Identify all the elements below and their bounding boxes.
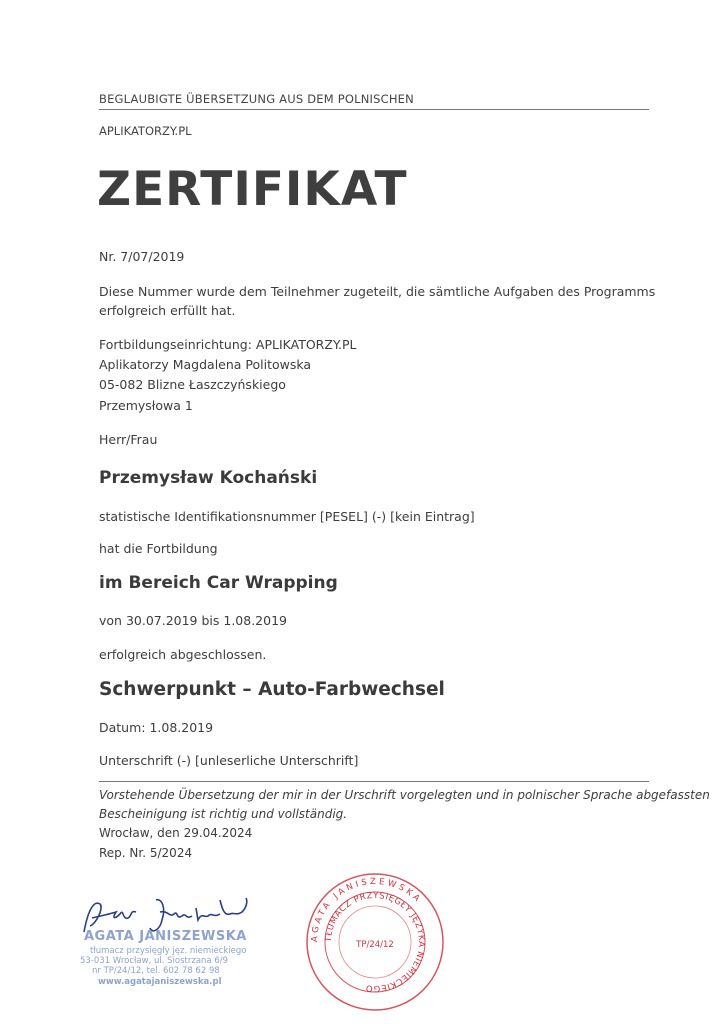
translation-place-date: Wrocław, den 29.04.2024: [99, 826, 253, 840]
repertory-number: Rep. Nr. 5/2024: [99, 846, 193, 860]
stamp-line-1: tłumacz przysięgły jęz. niemieckiego: [90, 946, 247, 956]
course-period: von 30.07.2019 bis 1.08.2019: [99, 613, 287, 628]
certificate-date: Datum: 1.08.2019: [99, 720, 214, 735]
source-label: APLIKATORZY.PL: [99, 124, 192, 138]
salutation: Herr/Frau: [99, 432, 158, 447]
round-stamp-number: TP/24/12: [356, 940, 394, 950]
translator-note-line-2: Bescheinigung ist richtig und vollständig.: [99, 807, 348, 821]
round-official-stamp: [300, 867, 450, 1017]
course-intro: hat die Fortbildung: [99, 541, 218, 556]
translator-note-line-1: Vorstehende Übersetzung der mir in der Urschrift vorgelegten und in polnischer Sprache abgefassten: [99, 788, 710, 802]
intro-line-1: Diese Nummer wurde dem Teilnehmer zugeteilt, die sämtliche Aufgaben des Programms: [99, 284, 656, 299]
completion-text: erfolgreich abgeschlossen.: [99, 647, 267, 662]
stamp-line-4: www.agatajaniszewska.pl: [98, 977, 222, 987]
round-stamp-outer-text: AGATA JANISZEWSKA: [309, 876, 424, 943]
pesel-line: statistische Identifikationsnummer [PESEL] (-) [kein Eintrag]: [99, 509, 475, 524]
translation-header: BEGLAUBIGTE ÜBERSETZUNG AUS DEM POLNISCHEN: [99, 92, 414, 106]
course-focus: Schwerpunkt – Auto-Farbwechsel: [99, 679, 445, 700]
round-stamp-inner-text: TŁUMACZ PRZYSIĘGŁY JĘZYKA NIEMIECKIEGO: [323, 890, 427, 994]
stamp-line-3: nr TP/24/12, tel. 602 78 62 98: [92, 966, 220, 976]
certificate-title: ZERTIFIKAT: [97, 162, 408, 217]
participant-name: Przemysław Kochański: [99, 468, 318, 488]
stamp-line-2: 53-031 Wrocław, ul. Siostrzana 6/9: [80, 956, 229, 966]
institution-line-1: Fortbildungseinrichtung: APLIKATORZY.PL: [99, 337, 357, 352]
institution-line-3: 05-082 Blizne Łaszczyńskiego: [99, 377, 286, 392]
institution-line-4: Przemysłowa 1: [99, 398, 193, 413]
stamp-translator-name: AGATA JANISZEWSKA: [84, 929, 247, 944]
course-name: im Bereich Car Wrapping: [99, 573, 338, 593]
header-divider: [99, 109, 649, 110]
intro-line-2: erfolgreich erfüllt hat.: [99, 303, 236, 318]
signature-note: Unterschrift (-) [unleserliche Unterschrift]: [99, 753, 359, 768]
institution-line-2: Aplikatorzy Magdalena Politowska: [99, 357, 312, 372]
translator-divider: [99, 781, 649, 782]
certificate-number: Nr. 7/07/2019: [99, 249, 185, 264]
translator-stamp: [70, 890, 270, 1000]
